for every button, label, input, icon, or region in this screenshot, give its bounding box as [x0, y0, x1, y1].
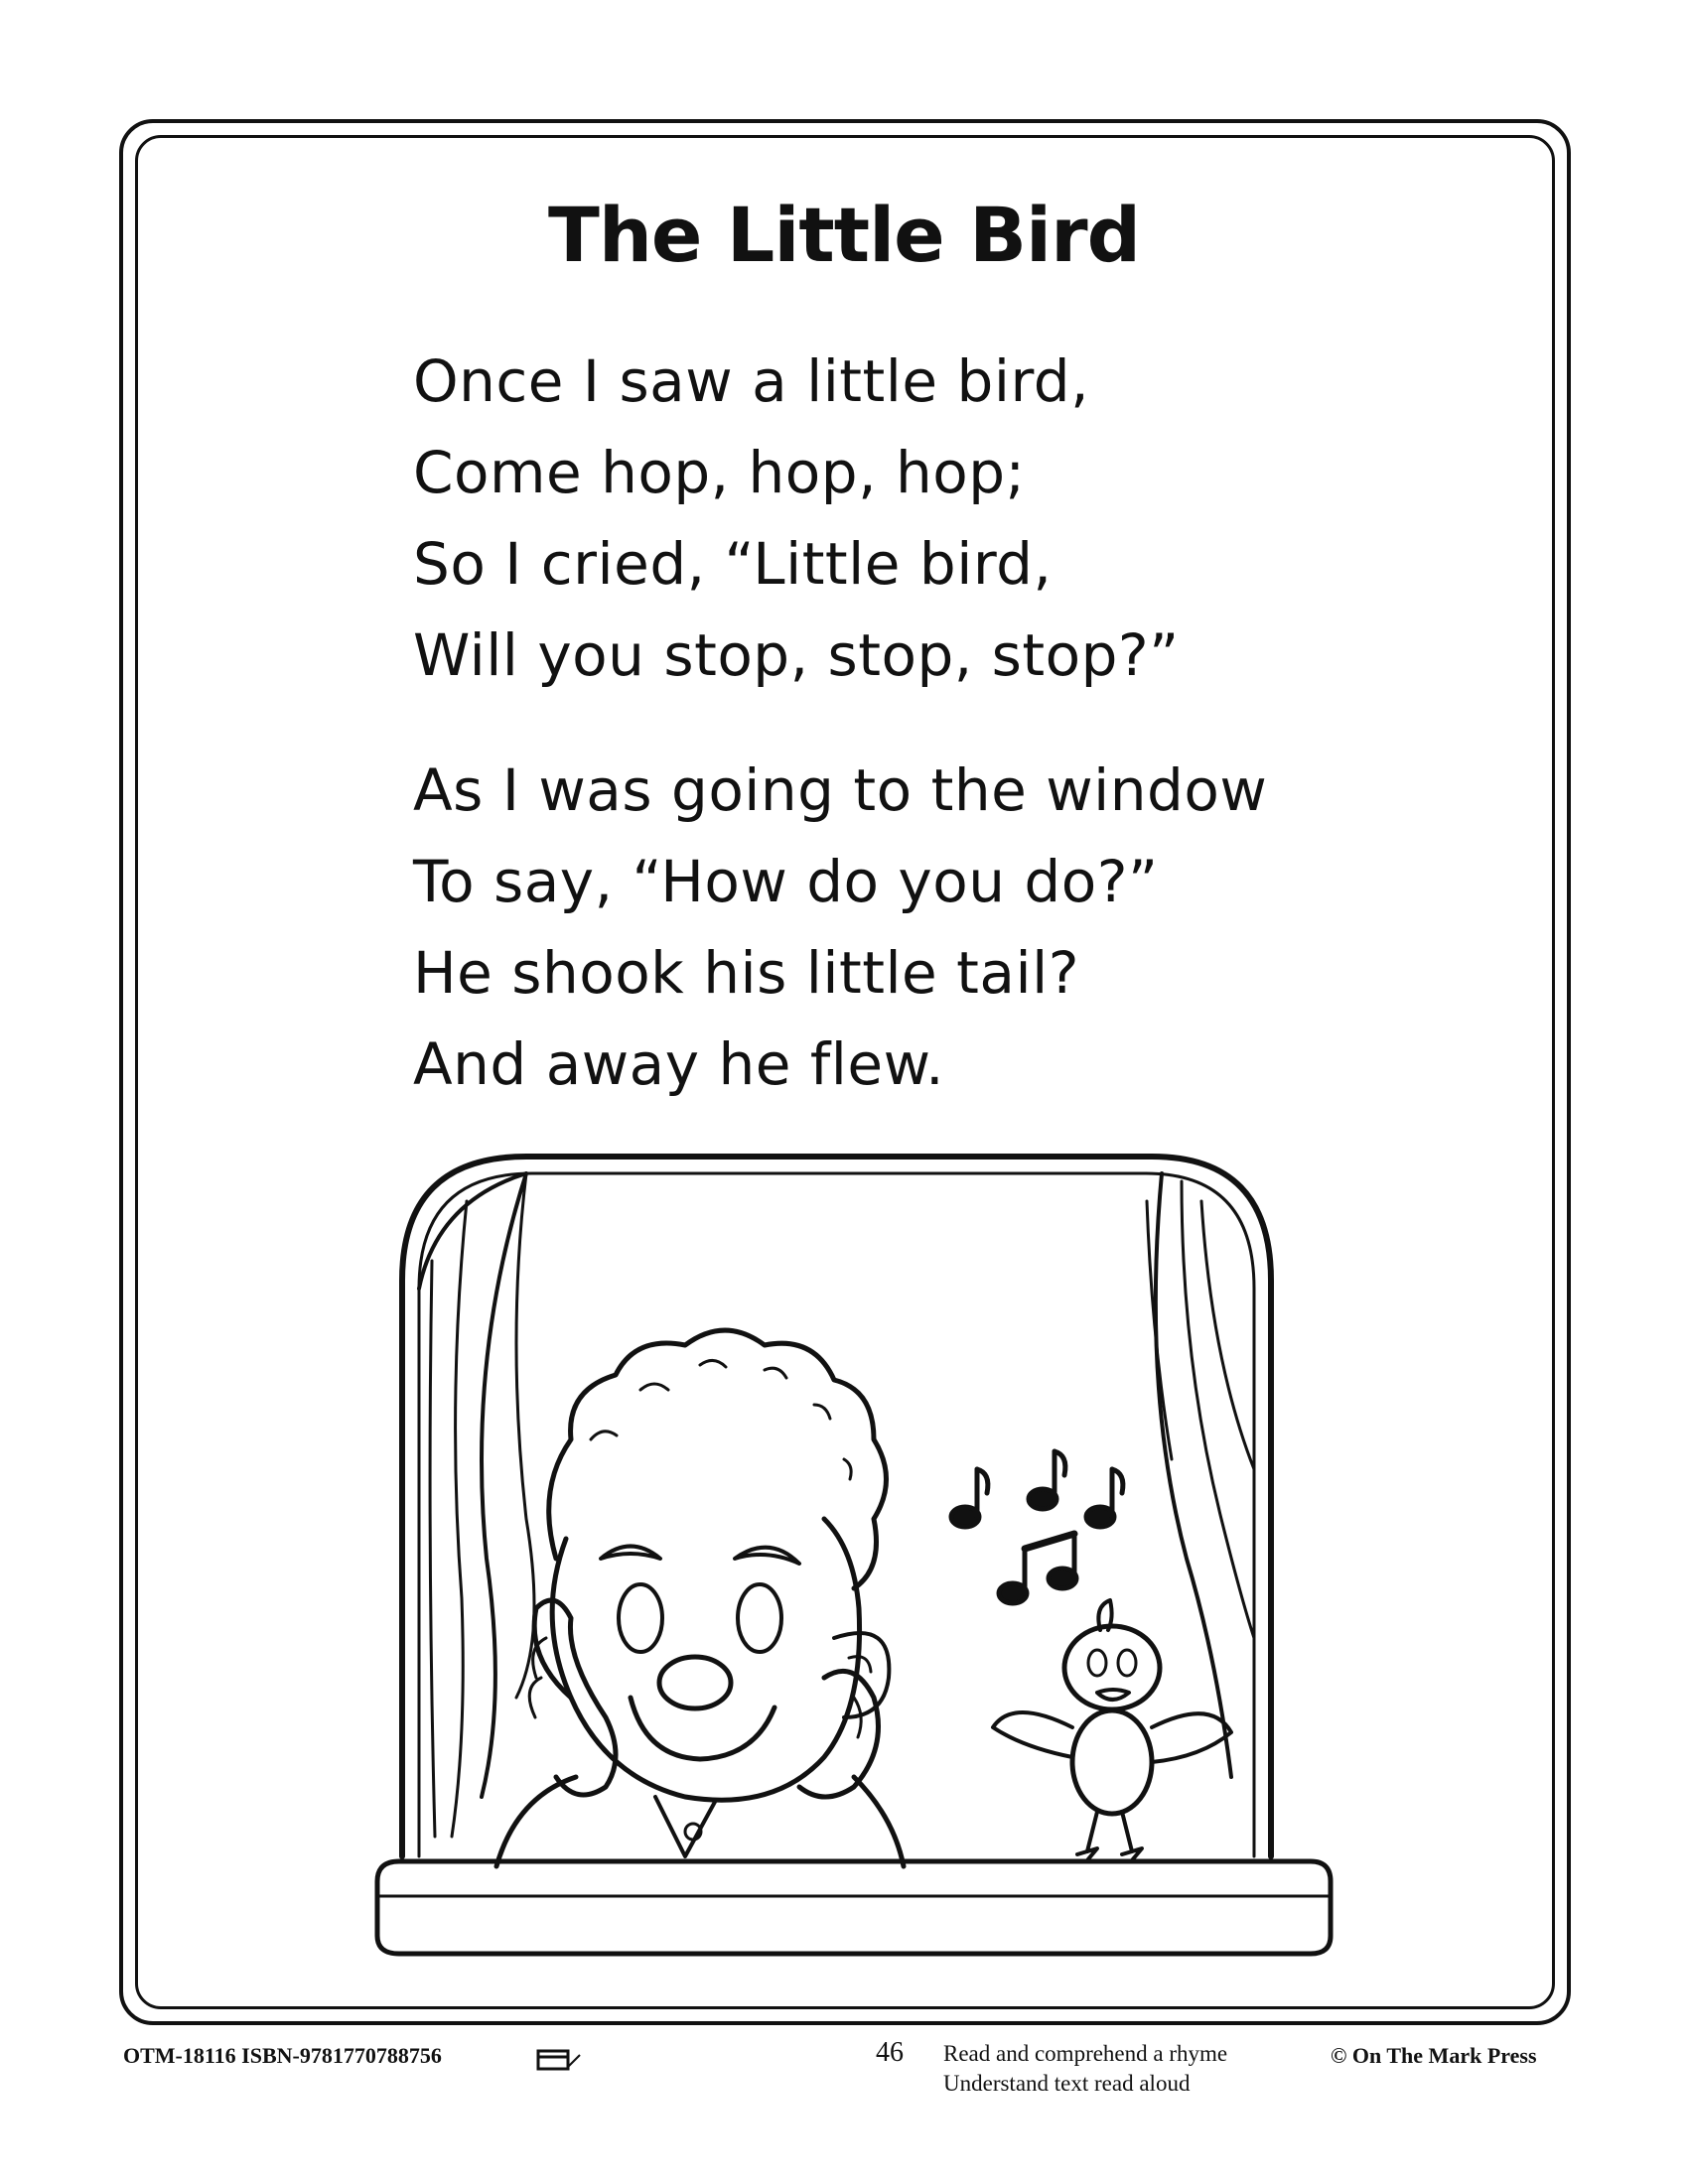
boy-shirt: [496, 1777, 904, 1866]
bird: [993, 1600, 1231, 1860]
poem-line: Will you stop, stop, stop?”: [413, 621, 1180, 689]
copyright: © On The Mark Press: [1331, 2043, 1537, 2068]
poem-line: Once I saw a little bird,: [413, 347, 1090, 415]
right-curtain: [1147, 1173, 1254, 1777]
learning-skill: Read and comprehend a rhyme: [943, 2041, 1228, 2066]
stanza-1: [413, 336, 1180, 701]
window-sill: [377, 1861, 1331, 1954]
poem-line: He shook his little tail?: [413, 939, 1079, 1007]
poem-line: To say, “How do you do?”: [413, 848, 1159, 915]
boy-left-hand: [534, 1600, 616, 1795]
poem-line: And away he flew.: [413, 1030, 945, 1098]
window-frame: [402, 1157, 1271, 1856]
stanza-2: [413, 745, 1267, 1110]
product-code: OTM-18116 ISBN-9781770788756: [123, 2043, 442, 2068]
page-number: 46: [876, 2037, 904, 2068]
poem-line: Come hop, hop, hop;: [413, 439, 1026, 506]
poem-line: As I was going to the window: [413, 756, 1268, 824]
music-notes: [951, 1451, 1123, 1603]
boy-hair: [549, 1330, 887, 1588]
left-curtain: [419, 1173, 534, 1837]
learning-skill: Understand text read aloud: [943, 2071, 1191, 2096]
window-illustration: [357, 1142, 1350, 1966]
poem-title: The Little Bird: [547, 191, 1140, 279]
poem-line: So I cried, “Little bird,: [413, 530, 1053, 598]
book-pencil-icon: [534, 2043, 582, 2075]
